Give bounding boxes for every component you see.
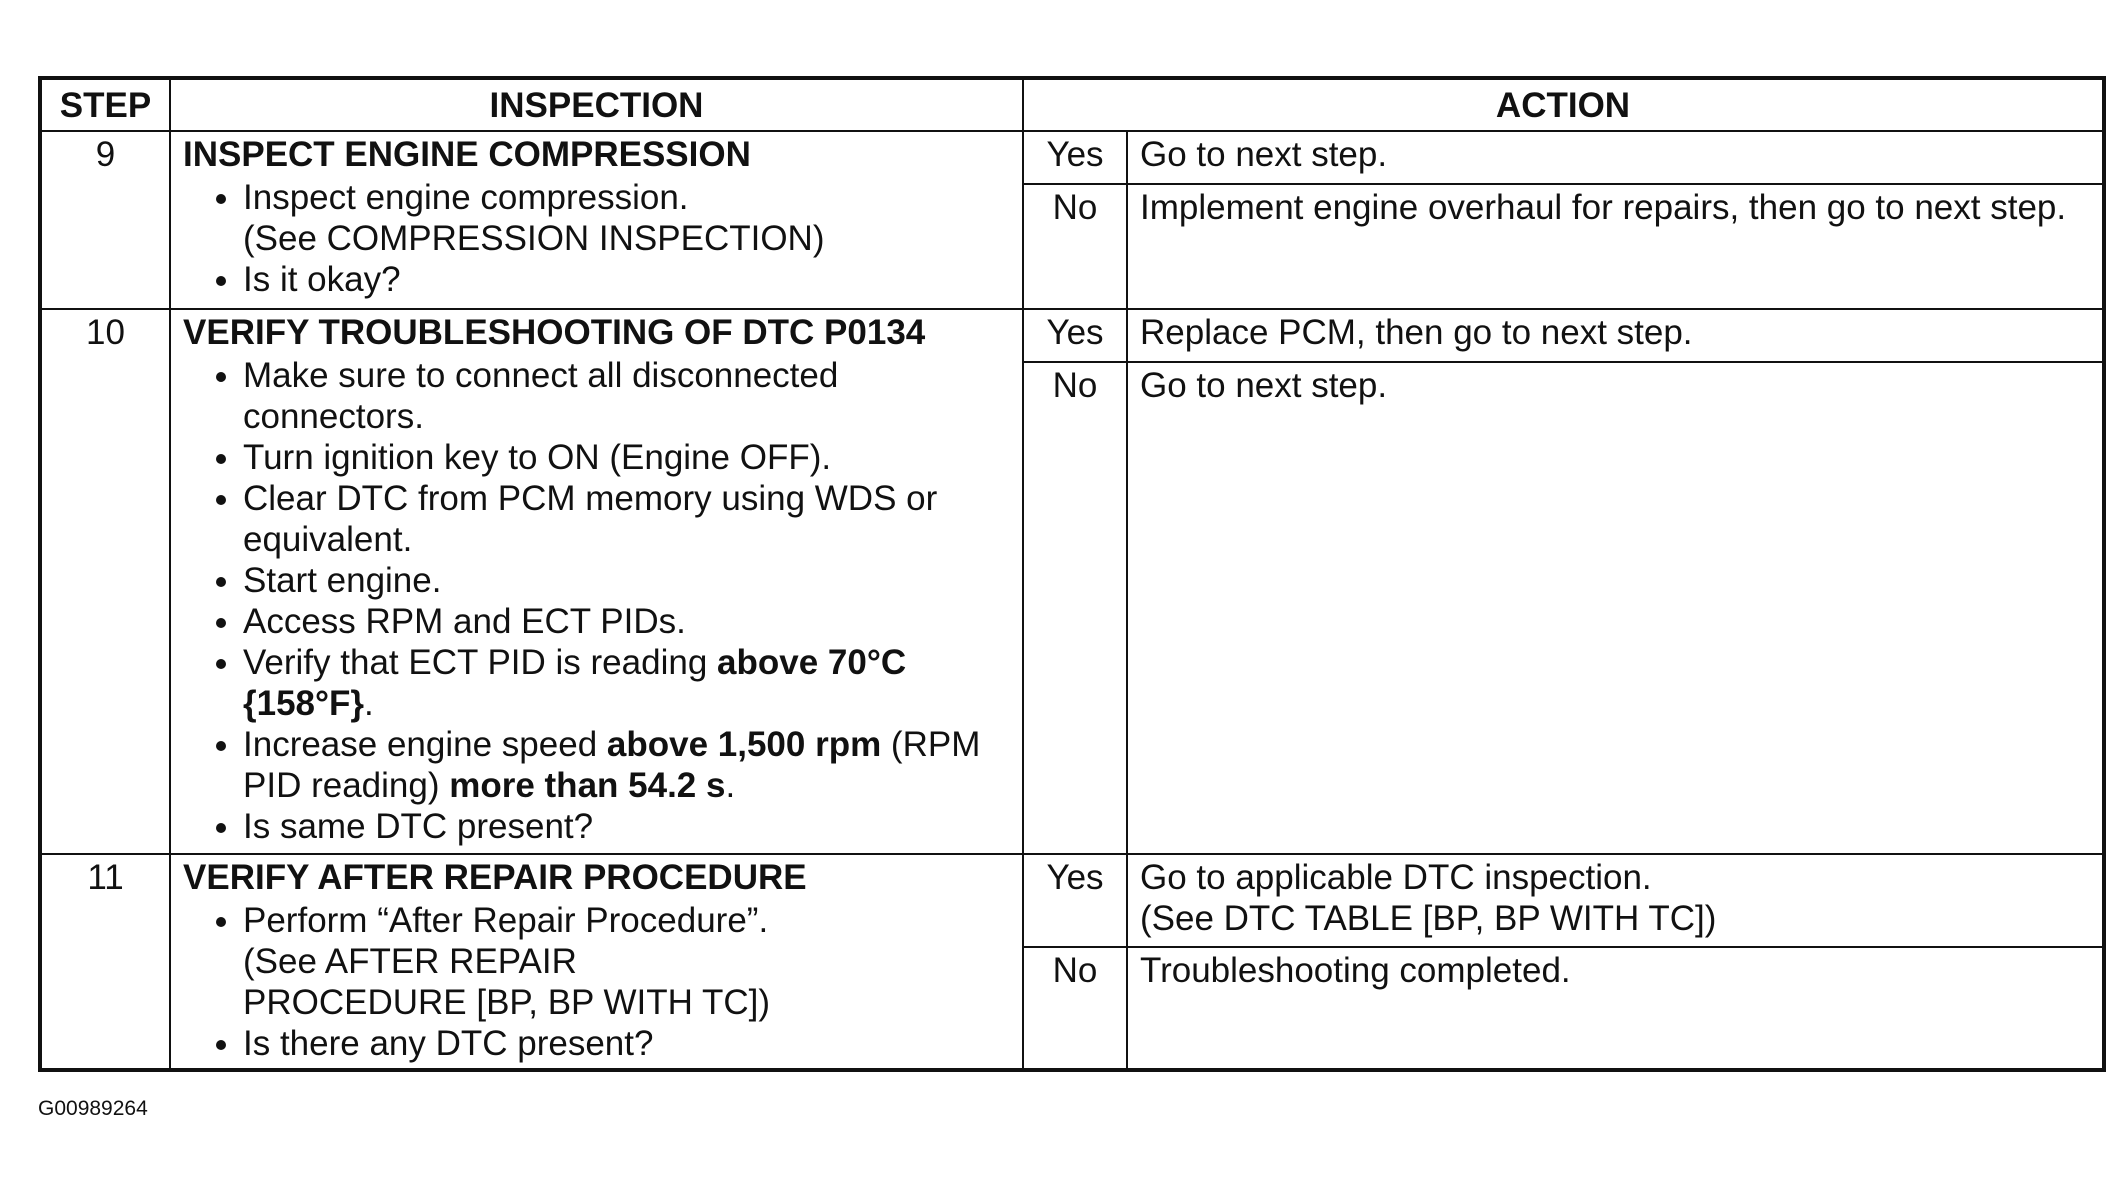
inspection-cell [170, 309, 1023, 854]
table-row [40, 131, 2104, 183]
no-label: No [1023, 362, 1127, 854]
bullet-text: Turn ignition key to ON (Engine OFF). [243, 437, 832, 477]
step-number: 11 [40, 854, 170, 1070]
no-action: Implement engine overhaul for repairs, then go to next step. [1127, 184, 2104, 309]
step-header: STEP [40, 78, 170, 131]
table-row [40, 854, 2104, 947]
bullet-text: (RPM PID reading) [243, 724, 981, 805]
inspection-bullet [243, 724, 1010, 806]
inspection-bullet [243, 355, 1010, 437]
inspection-cell [170, 854, 1023, 1070]
bullet-text: Make sure to connect all disconnected connectors. [243, 355, 839, 436]
bullet-text: Access RPM and ECT PIDs. [243, 601, 686, 641]
bullet-text: Inspect engine compression. (See COMPRESSION INSPECTION) [243, 178, 825, 259]
yes-label: Yes [1023, 854, 1127, 947]
inspection-bullets [183, 900, 1010, 1064]
no-action: Go to next step. [1127, 362, 2104, 854]
inspection-bullet [243, 560, 1010, 601]
bullet-text: Verify that ECT PID is reading [243, 642, 718, 682]
inspection-bullet [243, 806, 1010, 847]
action-header: ACTION [1023, 78, 2104, 131]
inspection-bullet [243, 1023, 1010, 1064]
bullet-text: Increase engine speed [243, 724, 607, 764]
inspection-bullet [243, 900, 1010, 1023]
inspection-title: VERIFY AFTER REPAIR PROCEDURE [183, 858, 807, 898]
bullet-emphasis: more than 54.2 s [449, 765, 726, 805]
step-number: 10 [40, 309, 170, 854]
inspection-bullet [243, 259, 1010, 300]
bullet-text: . [725, 765, 736, 805]
yes-action: Go to next step. [1127, 131, 2104, 183]
inspection-bullets [183, 177, 1010, 300]
no-action: Troubleshooting completed. [1127, 947, 2104, 1070]
bullet-emphasis: above 1,500 rpm [606, 724, 882, 764]
table-row [40, 309, 2104, 363]
yes-label: Yes [1023, 309, 1127, 363]
no-label: No [1023, 947, 1127, 1070]
inspection-title: VERIFY TROUBLESHOOTING OF DTC P0134 [183, 312, 926, 352]
bullet-text: Start engine. [243, 560, 442, 600]
bullet-text: Perform “After Repair Procedure”. (See AFTER REPAIR PROCEDURE [BP, BP WITH TC]) [243, 901, 771, 1023]
troubleshooting-table [38, 76, 2106, 1072]
figure-id: G00989264 [38, 1097, 148, 1120]
inspection-title: INSPECT ENGINE COMPRESSION [183, 135, 751, 175]
bullet-text: Is there any DTC present? [243, 1024, 654, 1064]
inspection-cell [170, 131, 1023, 308]
inspection-bullet [243, 601, 1010, 642]
inspection-bullet [243, 642, 1010, 724]
yes-label: Yes [1023, 131, 1127, 183]
table-header-row [40, 78, 2104, 131]
inspection-bullets [183, 355, 1010, 847]
step-number: 9 [40, 131, 170, 308]
bullet-text: . [364, 683, 374, 723]
inspection-bullet [243, 478, 1010, 560]
bullet-text: Is same DTC present? [243, 806, 594, 846]
inspection-bullet [243, 437, 1010, 478]
yes-action: Go to applicable DTC inspection. (See DTC TABLE [BP, BP WITH TC]) [1127, 854, 2104, 947]
bullet-emphasis: above 70°C {158°F} [243, 642, 907, 723]
no-label: No [1023, 184, 1127, 309]
bullet-text: Is it okay? [243, 260, 401, 300]
inspection-header: INSPECTION [170, 78, 1023, 131]
bullet-text: Clear DTC from PCM memory using WDS or equivalent. [243, 478, 938, 559]
yes-action: Replace PCM, then go to next step. [1127, 309, 2104, 363]
inspection-bullet [243, 177, 1010, 259]
